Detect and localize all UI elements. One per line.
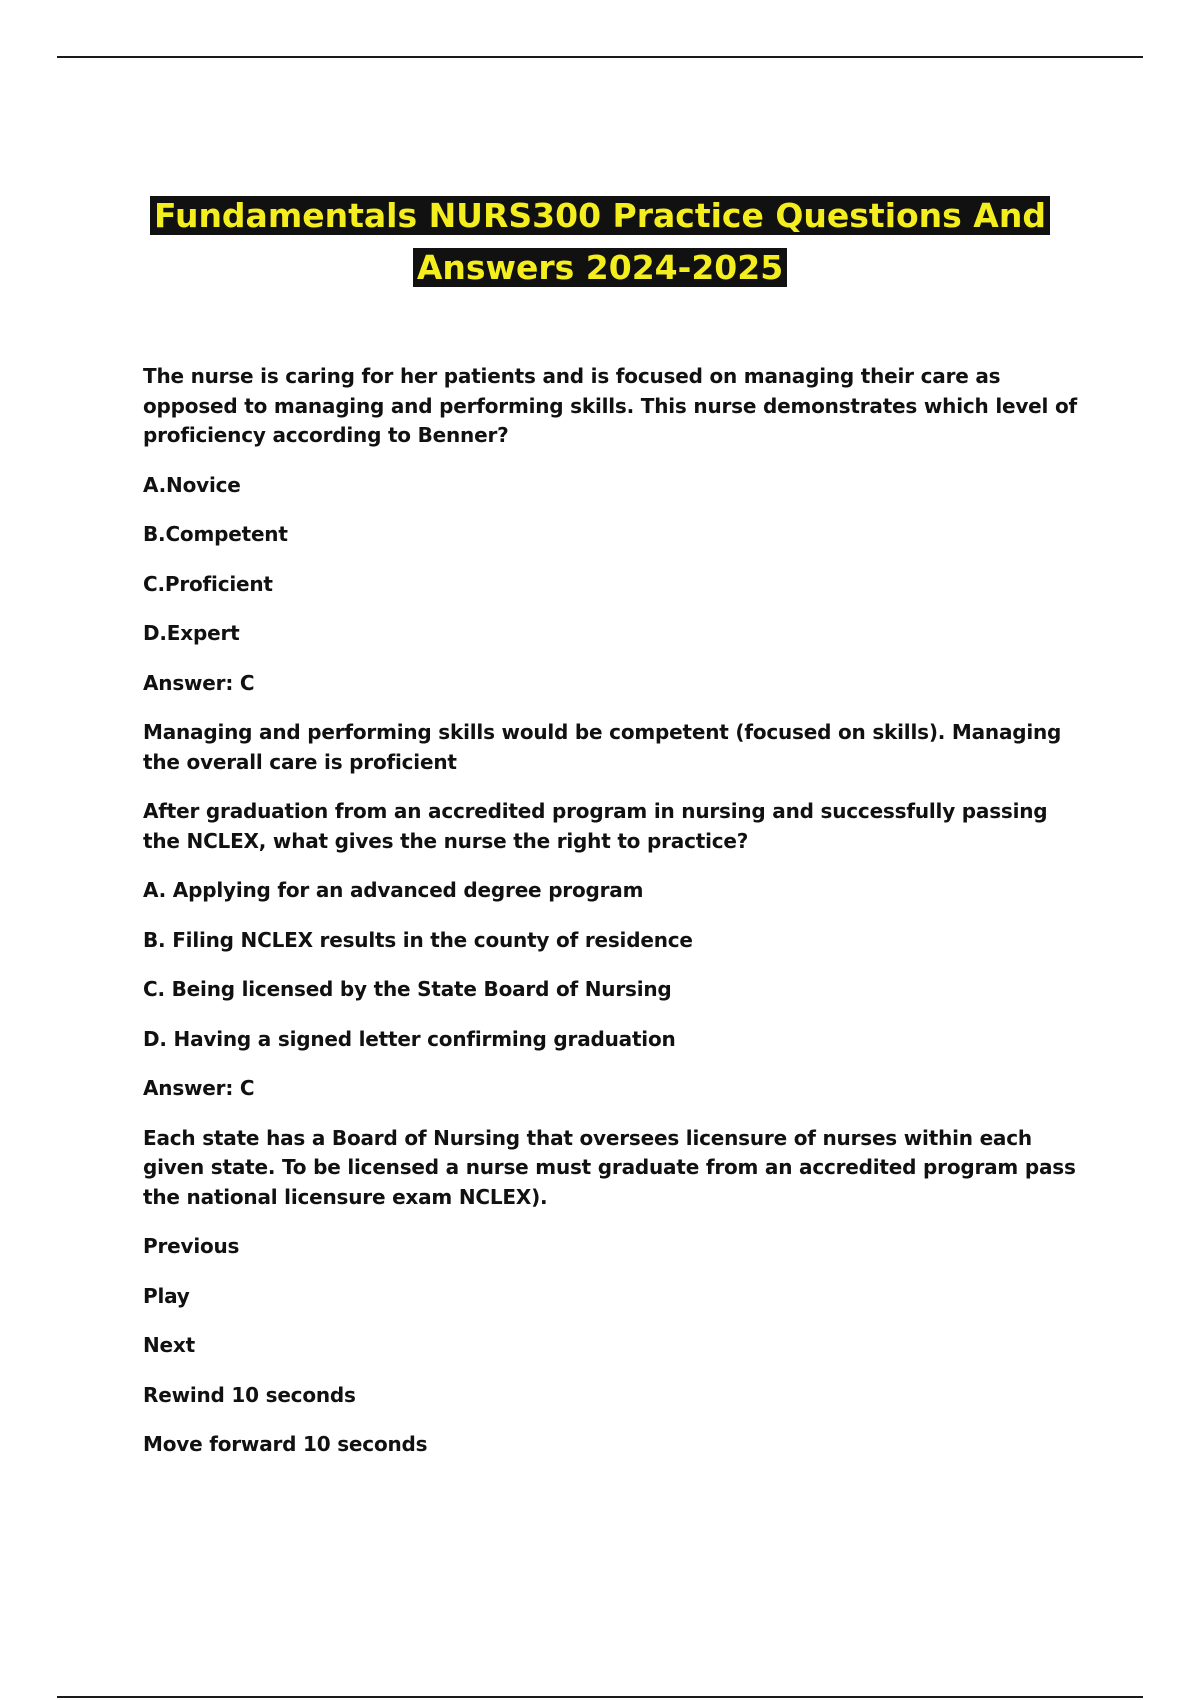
question-1-rationale: Managing and performing skills would be competent (focused on skills). Managing the overall care is proficient — [143, 720, 1062, 774]
play-control[interactable]: Play — [143, 1283, 190, 1308]
question-1-answer: Answer: C — [143, 670, 255, 695]
next-control[interactable]: Next — [143, 1333, 195, 1357]
question-1-option-a: A.Novice — [143, 472, 241, 497]
question-2-text: After graduation from an accredited program in nursing and successfully passing the NCLEX, what gives the nurse the right to practice? — [143, 799, 1048, 853]
question-1-option-c: C.Proficient — [143, 571, 273, 596]
document-body — [143, 362, 1083, 1480]
rewind-control[interactable]: Rewind 10 seconds — [143, 1382, 356, 1407]
question-2-option-a: A. Applying for an advanced degree program — [143, 878, 644, 902]
question-2-rationale: Each state has a Board of Nursing that oversees licensure of nurses within each given state. To be licensed a nurse must graduate from an accredited program pass the national licensure exam NCLEX). — [143, 1125, 1076, 1209]
question-1-option-b: B.Competent — [143, 522, 288, 546]
question-2-option-c: C. Being licensed by the State Board of Nursing — [143, 977, 672, 1001]
bottom-divider — [57, 1696, 1143, 1698]
forward-control[interactable]: Move forward 10 seconds — [143, 1432, 428, 1456]
title-line-1: Fundamentals NURS300 Practice Questions And — [150, 196, 1050, 235]
question-2-answer: Answer: C — [143, 1076, 255, 1100]
question-2-option-d: D. Having a signed letter confirming graduation — [143, 1026, 676, 1051]
document-title — [0, 190, 1200, 294]
top-divider — [57, 56, 1143, 58]
question-1-option-d: D.Expert — [143, 621, 240, 645]
title-line-2: Answers 2024-2025 — [413, 248, 787, 287]
previous-control[interactable]: Previous — [143, 1234, 240, 1258]
question-2-option-b: B. Filing NCLEX results in the county of residence — [143, 927, 693, 952]
question-1-text: The nurse is caring for her patients and is focused on managing their care as opposed to managing and performing skills. This nurse demonstrates which level of proficiency according to Benner? — [143, 364, 1077, 447]
